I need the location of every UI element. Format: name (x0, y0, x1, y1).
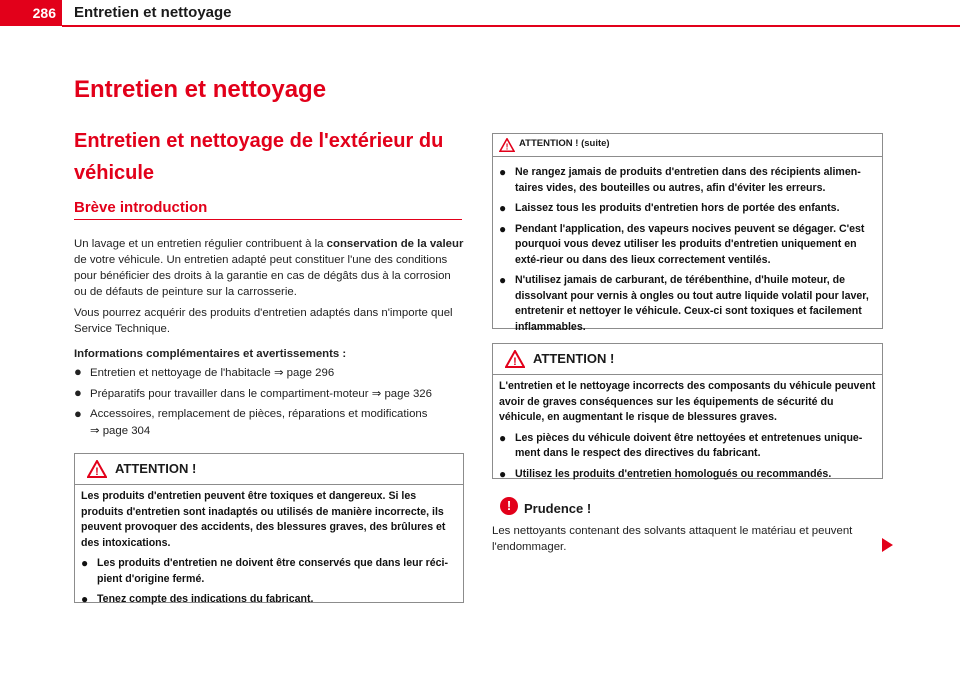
exclamation-circle-icon: ! (500, 497, 518, 515)
warning-body (493, 375, 882, 493)
warning-bullet-text: N'utilisez jamais de carburant, de térébenthine, d'huile moteur, de dissolvant pour vernis à ongles ou tout autre liquide volatil pour laver, entretenir et nettoyer le véhicule. Ceux-ci sont toxiques et facilement inflammables. (515, 274, 869, 333)
intro-text: Un lavage et un entretien régulier contribuent à la (74, 238, 327, 250)
arrow-right-icon: ⇒ (371, 386, 382, 400)
bullet-icon: ● (81, 592, 89, 606)
caution-title: Prudence ! (524, 501, 592, 516)
warning-bullet (81, 556, 457, 587)
arrow-right-icon: ⇒ (273, 365, 284, 379)
warning-triangle-icon (87, 460, 107, 478)
bullet-icon: ● (74, 406, 82, 421)
warning-triangle-icon (499, 138, 515, 152)
warning-bullet-text: Les produits d'entretien ne doivent être conservés que dans leur réci-pient d'origine fermé. (97, 557, 449, 585)
warning-header (75, 454, 463, 485)
warning-triangle-icon (505, 350, 525, 368)
intro-emphasis: conservation de la valeur (326, 238, 464, 250)
bullet-icon: ● (499, 221, 507, 236)
warning-continued-box (492, 133, 883, 333)
warning-body (75, 485, 463, 619)
caution-text: Les nettoyants contenant des solvants attaquent le matériau et peuvent l'endommager. (492, 525, 853, 553)
cross-reference-item[interactable] (74, 385, 464, 402)
warning-bullet (499, 222, 876, 269)
svg-text:!: ! (505, 141, 509, 152)
bullet-icon: ● (74, 385, 82, 400)
page-header (0, 0, 960, 28)
page-link[interactable]: page 296 (286, 367, 335, 379)
warning-bullet (499, 201, 876, 217)
page-link[interactable]: page 326 (384, 388, 432, 400)
warning-bullet (499, 165, 876, 196)
svg-text:!: ! (95, 466, 99, 478)
header-rule (62, 25, 960, 27)
bullet-icon: ● (499, 165, 507, 179)
cross-reference-item[interactable] (74, 364, 464, 381)
warning-bullet (499, 431, 876, 462)
warning-lead: Les produits d'entretien peuvent être toxiques et dangereux. Si les produits d'entretien sont inadaptés ou utilisés de manière incorrecte, ils peuvent provoquer des accidents, des blessures graves, des brûlures et des intoxications. (81, 490, 446, 549)
info-heading: Informations complémentaires et avertissements : (74, 348, 347, 360)
warning-header (493, 344, 882, 375)
warning-title: ATTENTION ! (533, 351, 615, 366)
bullet-icon: ● (499, 201, 507, 215)
cross-reference-list (74, 364, 464, 443)
warning-header (493, 134, 882, 157)
intro-text-end: de votre véhicule. Un entretien adapté peut constituer l'une des conditions pour bénéficier des droits à la garantie en cas de dégâts dus à la corrosion ou de défauts de peinture sur la carrosserie. (74, 254, 451, 298)
cross-reference-item[interactable] (74, 406, 464, 439)
warning-bullet-text: Les pièces du véhicule doivent être nettoyées et entretenues unique-ment dans le respect des directives du fabricant. (515, 431, 863, 459)
svg-text:!: ! (513, 356, 517, 368)
warning-bullet-text: Pendant l'application, des vapeurs nocives peuvent se dégager. C'est pourquoi vous devez utiliser les produits d'entretien uniquement en exté-rieur ou dans des lieux correctement ventilés. (515, 222, 865, 266)
page-link[interactable]: page 304 (102, 425, 151, 437)
warning-bullet-text: Utilisez les produits d'entretien homologués ou recommandés. (515, 467, 832, 480)
warning-box (74, 453, 464, 606)
next-page-arrow-icon (882, 538, 893, 552)
warning-bullet-text: Ne rangez jamais de produits d'entretien dans des récipients alimen-taires vides, des bouteilles ou autres, afin d'éviter les erreurs. (515, 166, 861, 194)
bullet-icon: ● (74, 364, 82, 379)
arrow-right-icon: ⇒ (90, 423, 100, 437)
warning-bullet-text: Tenez compte des indications du fabricant. (97, 593, 314, 605)
running-title: Entretien et nettoyage (74, 4, 232, 21)
warning-lead: L'entretien et le nettoyage incorrects des composants du véhicule peuvent avoir de graves conséquences sur les équipements de sécurité du véhicule, en augmentant le risque de blessures graves. (499, 380, 876, 423)
link-text: Préparatifs pour travailler dans le compartiment-moteur (90, 388, 369, 400)
subsection-title: Brève introduction (74, 199, 208, 216)
section-title: Entretien et nettoyage de l'extérieur du véhicule (74, 130, 444, 184)
warning-bullet-text: Laissez tous les produits d'entretien hors de portée des enfants. (515, 202, 840, 214)
page-number: 286 (0, 0, 62, 26)
link-text: Entretien et nettoyage de l'habitacle (90, 367, 271, 379)
warning-bullet (81, 592, 457, 608)
bullet-icon: ● (499, 466, 507, 481)
main-title: Entretien et nettoyage (74, 76, 327, 103)
supply-paragraph: Vous pourrez acquérir des produits d'entretien adaptés dans n'importe quel Service Technique. (74, 307, 453, 335)
link-text: Accessoires, remplacement de pièces, réparations et modifications (90, 408, 428, 420)
warning-body (493, 157, 882, 346)
warning-box (492, 343, 883, 479)
bullet-icon: ● (81, 556, 89, 570)
warning-bullet (499, 467, 876, 483)
warning-title: ATTENTION ! (115, 461, 197, 476)
bullet-icon: ● (499, 430, 507, 445)
warning-title: ATTENTION ! (suite) (519, 138, 610, 149)
intro-paragraph (74, 236, 464, 300)
bullet-icon: ● (499, 273, 507, 287)
warning-bullet (499, 273, 876, 335)
subsection-rule (74, 219, 462, 220)
